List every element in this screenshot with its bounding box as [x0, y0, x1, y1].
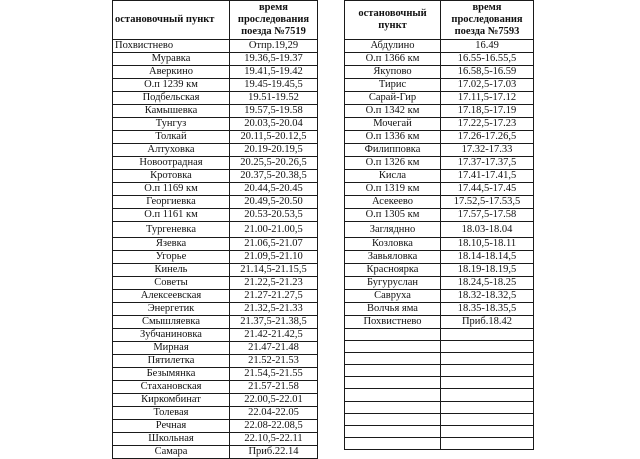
table-row	[113, 53, 318, 66]
stop-name-cell: Мирная	[113, 342, 230, 355]
pass-time-cell	[441, 425, 534, 437]
pass-time-cell: 17.37-17.37,5	[441, 157, 534, 170]
pass-time-cell: Приб.18.42	[441, 316, 534, 329]
stop-name-cell	[345, 377, 441, 389]
pass-time-cell: 20.03,5-20.04	[230, 118, 318, 131]
table-row	[113, 433, 318, 446]
stop-name-cell: Муравка	[113, 53, 230, 66]
stop-name-cell: О.п 1305 км	[345, 209, 441, 222]
stop-name-cell: О.п 1169 км	[113, 183, 230, 196]
stop-name-cell: О.п 1161 км	[113, 209, 230, 222]
stop-name-cell: Аверкино	[113, 66, 230, 79]
stop-name-cell	[345, 413, 441, 425]
pass-time-cell: 22.04-22.05	[230, 407, 318, 420]
table-row	[345, 353, 534, 365]
stop-name-cell: Тунгуз	[113, 118, 230, 131]
pass-time-cell: 17.11,5-17.12	[441, 92, 534, 105]
stop-name-cell: Савруха	[345, 290, 441, 303]
pass-time-cell: 20.49,5-20.50	[230, 196, 318, 209]
table-row	[113, 131, 318, 144]
table-row	[113, 222, 318, 238]
stop-name-cell: Стахановская	[113, 381, 230, 394]
stop-name-cell: Зубчаниновка	[113, 329, 230, 342]
table-row	[113, 209, 318, 222]
table-row	[113, 183, 318, 196]
stop-name-cell: Язевка	[113, 238, 230, 251]
table-row	[113, 118, 318, 131]
pass-time-cell: 17.18,5-17.19	[441, 105, 534, 118]
pass-time-cell: 21.42-21.42,5	[230, 329, 318, 342]
table-row	[345, 209, 534, 222]
table-row	[113, 238, 318, 251]
pass-time-cell: 20.19-20.19,5	[230, 144, 318, 157]
table-row	[345, 118, 534, 131]
table-row	[345, 425, 534, 437]
table-header-row	[113, 1, 318, 40]
pass-time-cell: 20.37,5-20.38,5	[230, 170, 318, 183]
table-row	[345, 222, 534, 238]
table-body	[113, 40, 318, 459]
stop-name-cell: Абдулино	[345, 40, 441, 53]
pass-time-cell: 21.14,5-21.15,5	[230, 264, 318, 277]
stop-name-cell: О.п 1366 км	[345, 53, 441, 66]
pass-time-cell: 17.22,5-17.23	[441, 118, 534, 131]
pass-time-cell	[441, 329, 534, 341]
stop-name-cell	[345, 437, 441, 449]
pass-time-cell: 16.58,5-16.59	[441, 66, 534, 79]
pass-time-cell: 21.27-21.27,5	[230, 290, 318, 303]
stop-name-cell: Речная	[113, 420, 230, 433]
table-row	[113, 303, 318, 316]
table-row	[345, 53, 534, 66]
pass-time-cell	[441, 437, 534, 449]
table-row	[345, 377, 534, 389]
table-row	[113, 446, 318, 459]
table-row	[345, 79, 534, 92]
stop-name-cell: Асекеево	[345, 196, 441, 209]
pass-time-cell: 22.00,5-22.01	[230, 394, 318, 407]
stop-name-cell: Похвистнево	[345, 316, 441, 329]
stop-name-cell: Георгиевка	[113, 196, 230, 209]
stop-name-cell: О.п 1326 км	[345, 157, 441, 170]
table-row	[113, 407, 318, 420]
stop-name-cell: Киркомбинат	[113, 394, 230, 407]
pass-time-cell: 19.51-19.52	[230, 92, 318, 105]
pass-time-cell: 21.57-21.58	[230, 381, 318, 394]
pass-time-cell	[441, 413, 534, 425]
table-row	[113, 420, 318, 433]
table-row	[113, 355, 318, 368]
stop-name-cell: Тирис	[345, 79, 441, 92]
stop-name-cell: Кинель	[113, 264, 230, 277]
stop-name-cell	[345, 353, 441, 365]
table-row	[113, 329, 318, 342]
stop-name-cell: Угорье	[113, 251, 230, 264]
pass-time-cell: 21.54,5-21.55	[230, 368, 318, 381]
stop-name-cell: Бугуруслан	[345, 277, 441, 290]
table-row	[113, 92, 318, 105]
stop-name-cell: Козловка	[345, 238, 441, 251]
pass-time-cell: 17.02,5-17.03	[441, 79, 534, 92]
pass-time-cell: 18.10,5-18.11	[441, 238, 534, 251]
pass-time-cell: 20.11,5-20.12,5	[230, 131, 318, 144]
stop-name-cell: Филипповка	[345, 144, 441, 157]
table-row	[345, 170, 534, 183]
table-row	[345, 196, 534, 209]
stop-name-cell: Алексеевская	[113, 290, 230, 303]
pass-time-cell: 18.14-18.14,5	[441, 251, 534, 264]
pass-time-cell: 19.57,5-19.58	[230, 105, 318, 118]
table-row	[113, 170, 318, 183]
pass-time-cell: 22.08-22.08,5	[230, 420, 318, 433]
pass-time-cell: 18.24,5-18.25	[441, 277, 534, 290]
table-row	[345, 413, 534, 425]
table-row	[113, 66, 318, 79]
pass-time-cell	[441, 401, 534, 413]
table-row	[113, 105, 318, 118]
table-row	[113, 144, 318, 157]
stop-name-cell: Толевая	[113, 407, 230, 420]
table-row	[345, 437, 534, 449]
pass-time-cell: 18.32-18.32,5	[441, 290, 534, 303]
stop-name-cell: Энергетик	[113, 303, 230, 316]
table-row	[113, 196, 318, 209]
table-row	[113, 316, 318, 329]
table-body	[345, 40, 534, 450]
column-header-time: время проследования поезда №7519	[230, 1, 318, 40]
table-row	[345, 401, 534, 413]
column-header-stop: остановочный пункт	[345, 1, 441, 40]
stop-name-cell: Волчья яма	[345, 303, 441, 316]
table-row	[113, 40, 318, 53]
pass-time-cell: 21.06,5-21.07	[230, 238, 318, 251]
stop-name-cell: Завьяловка	[345, 251, 441, 264]
stop-name-cell: Камышевка	[113, 105, 230, 118]
table-row	[113, 157, 318, 170]
stop-name-cell: Пятилетка	[113, 355, 230, 368]
table-row	[345, 238, 534, 251]
table-row	[345, 277, 534, 290]
table-row	[113, 368, 318, 381]
stop-name-cell: Мочегай	[345, 118, 441, 131]
table-row	[345, 105, 534, 118]
stop-name-cell	[345, 425, 441, 437]
table-row	[345, 131, 534, 144]
stop-name-cell: Кисла	[345, 170, 441, 183]
stop-name-cell: О.п 1319 км	[345, 183, 441, 196]
pass-time-cell: 20.25,5-20.26,5	[230, 157, 318, 170]
pass-time-cell	[441, 365, 534, 377]
stop-name-cell	[345, 365, 441, 377]
pass-time-cell: 16.55-16.55,5	[441, 53, 534, 66]
column-header-stop: остановочный пункт	[113, 1, 230, 40]
pass-time-cell: 19.45-19.45,5	[230, 79, 318, 92]
table-row	[345, 341, 534, 353]
table-row	[345, 144, 534, 157]
pass-time-cell: 20.53-20.53,5	[230, 209, 318, 222]
stop-name-cell: Школьная	[113, 433, 230, 446]
schedule-table-7519	[112, 0, 318, 459]
stop-name-cell	[345, 389, 441, 401]
table-row	[345, 329, 534, 341]
pass-time-cell: 18.03-18.04	[441, 222, 534, 238]
table-row	[113, 290, 318, 303]
pass-time-cell: 21.32,5-21.33	[230, 303, 318, 316]
pass-time-cell: 17.26-17.26,5	[441, 131, 534, 144]
column-header-time: время проследования поезда №7593	[441, 1, 534, 40]
table-row	[345, 303, 534, 316]
pass-time-cell: 17.41-17.41,5	[441, 170, 534, 183]
table-row	[113, 381, 318, 394]
stop-name-cell: Загляднно	[345, 222, 441, 238]
table-header-row	[345, 1, 534, 40]
pass-time-cell	[441, 377, 534, 389]
stop-name-cell: Тургеневка	[113, 222, 230, 238]
table-row	[345, 92, 534, 105]
schedule-table-7593	[344, 0, 534, 450]
table-row	[113, 79, 318, 92]
stop-name-cell	[345, 329, 441, 341]
table-row	[113, 394, 318, 407]
stop-name-cell: Советы	[113, 277, 230, 290]
stop-name-cell: Новоотрадная	[113, 157, 230, 170]
stop-name-cell: О.п 1239 км	[113, 79, 230, 92]
stop-name-cell: Смышляевка	[113, 316, 230, 329]
pass-time-cell	[441, 389, 534, 401]
pass-time-cell: 17.57,5-17.58	[441, 209, 534, 222]
pass-time-cell: 19.36,5-19.37	[230, 53, 318, 66]
pass-time-cell: 21.09,5-21.10	[230, 251, 318, 264]
pass-time-cell: 22.10,5-22.11	[230, 433, 318, 446]
table-row	[345, 40, 534, 53]
stop-name-cell: Якупово	[345, 66, 441, 79]
pass-time-cell: 19.41,5-19.42	[230, 66, 318, 79]
pass-time-cell: Приб.22.14	[230, 446, 318, 459]
pass-time-cell: 17.44,5-17.45	[441, 183, 534, 196]
pass-time-cell	[441, 341, 534, 353]
table-row	[345, 316, 534, 329]
table-row	[113, 251, 318, 264]
stop-name-cell	[345, 401, 441, 413]
table-row	[113, 342, 318, 355]
stop-name-cell	[345, 341, 441, 353]
pass-time-cell: 16.49	[441, 40, 534, 53]
pass-time-cell: 17.32-17.33	[441, 144, 534, 157]
stop-name-cell: Самара	[113, 446, 230, 459]
stop-name-cell: О.п 1342 км	[345, 105, 441, 118]
pass-time-cell: 21.37,5-21.38,5	[230, 316, 318, 329]
table-row	[345, 66, 534, 79]
stop-name-cell: Толкай	[113, 131, 230, 144]
pass-time-cell: 21.52-21.53	[230, 355, 318, 368]
stop-name-cell: Алтуховка	[113, 144, 230, 157]
pass-time-cell	[441, 353, 534, 365]
table-row	[345, 157, 534, 170]
table-row	[345, 251, 534, 264]
table-row	[113, 264, 318, 277]
stop-name-cell: Безымянка	[113, 368, 230, 381]
pass-time-cell: 18.19-18.19,5	[441, 264, 534, 277]
table-row	[345, 365, 534, 377]
table-row	[345, 264, 534, 277]
table-row	[345, 183, 534, 196]
table-row	[345, 389, 534, 401]
stop-name-cell: О.п 1336 км	[345, 131, 441, 144]
pass-time-cell: 21.22,5-21.23	[230, 277, 318, 290]
pass-time-cell: 21.47-21.48	[230, 342, 318, 355]
table-row	[345, 290, 534, 303]
pass-time-cell: 20.44,5-20.45	[230, 183, 318, 196]
pass-time-cell: 17.52,5-17.53,5	[441, 196, 534, 209]
stop-name-cell: Красноярка	[345, 264, 441, 277]
pass-time-cell: 21.00-21.00,5	[230, 222, 318, 238]
stop-name-cell: Похвистнево	[113, 40, 230, 53]
pass-time-cell: Отпр.19,29	[230, 40, 318, 53]
stop-name-cell: Сарай-Гир	[345, 92, 441, 105]
pass-time-cell: 18.35-18.35,5	[441, 303, 534, 316]
stop-name-cell: Подбельская	[113, 92, 230, 105]
table-row	[113, 277, 318, 290]
stop-name-cell: Кротовка	[113, 170, 230, 183]
